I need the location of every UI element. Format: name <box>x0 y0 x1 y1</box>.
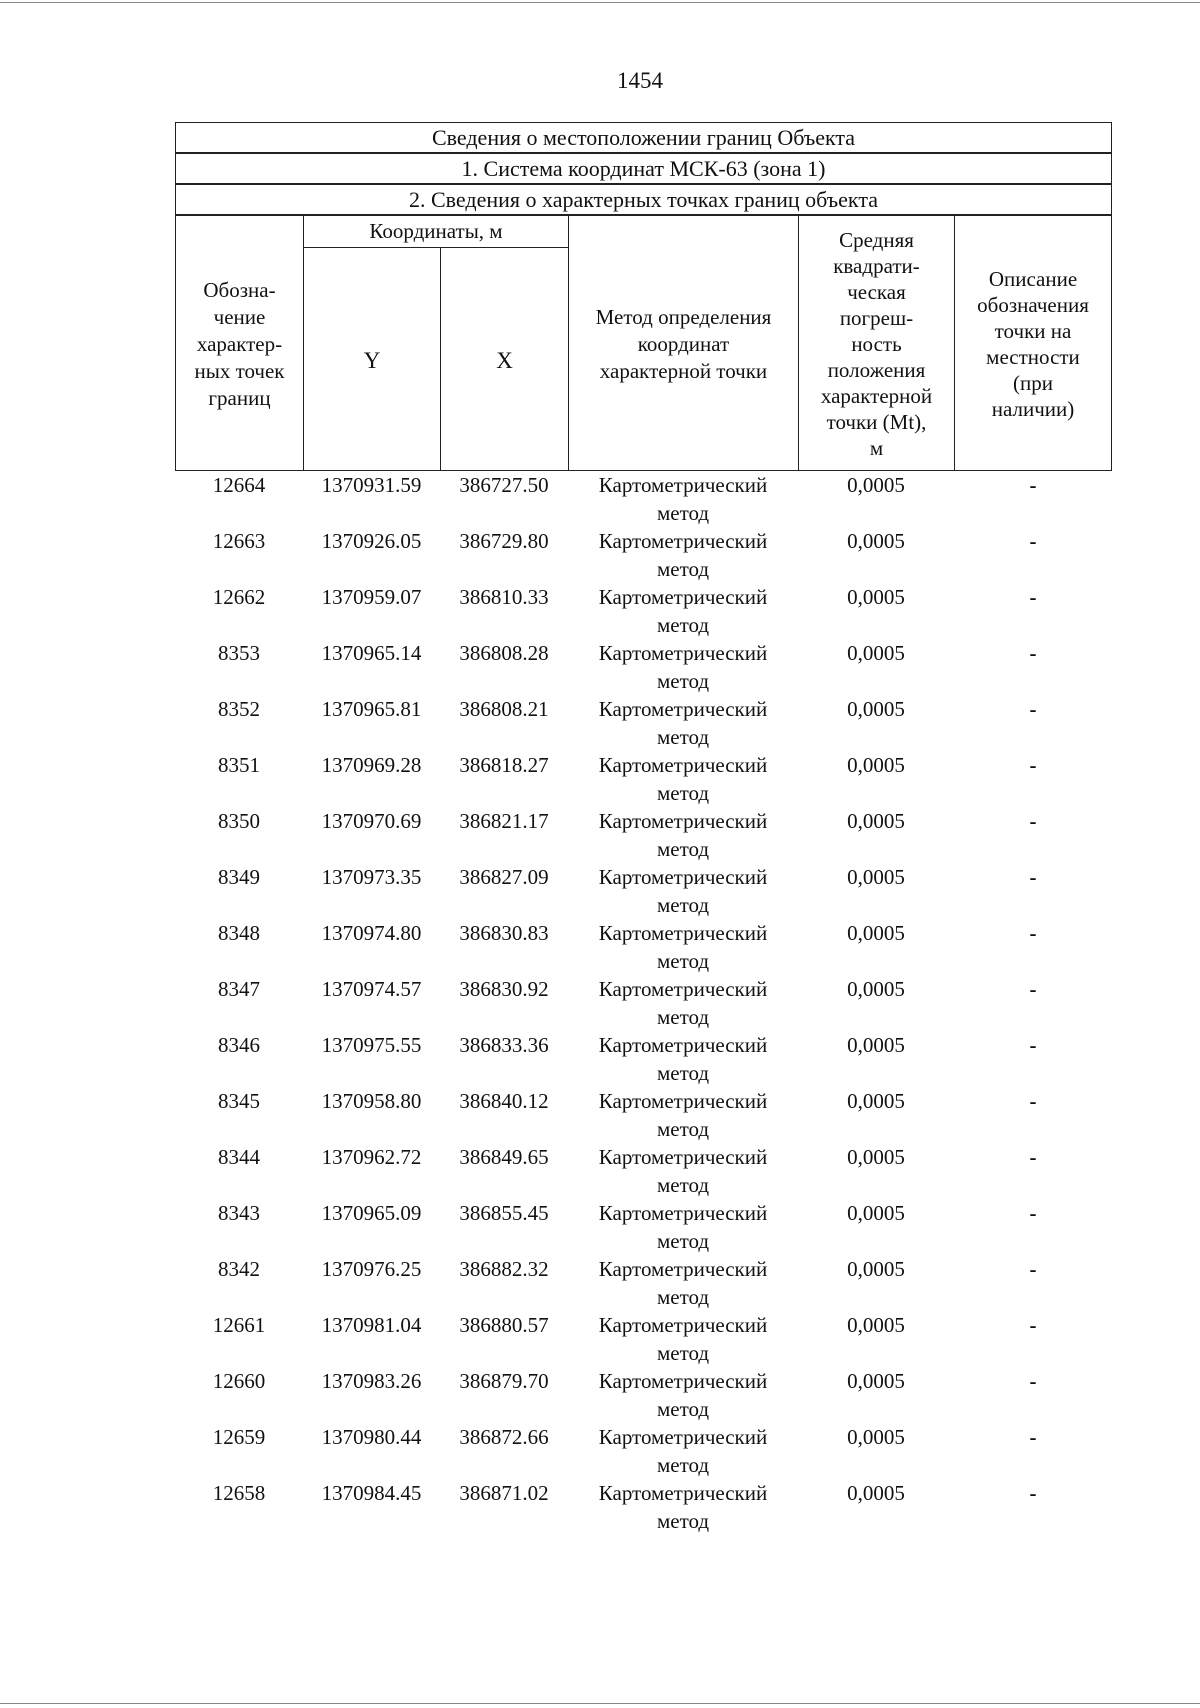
cell-method: Картометрический метод <box>598 809 768 861</box>
cell-method: Картометрический метод <box>598 1201 768 1253</box>
cell-mean-error: 0,0005 <box>847 1425 905 1449</box>
table-row <box>175 863 1112 919</box>
points-section-title: 2. Сведения о характерных точках границ объекта <box>175 184 1112 215</box>
cell-method: Картометрический метод <box>598 1033 768 1085</box>
cell-point-id: 8351 <box>218 753 260 777</box>
cell-method: Картометрический метод <box>598 1257 768 1309</box>
cell-description: - <box>1029 1033 1037 1057</box>
table-row <box>175 1031 1112 1087</box>
table-row <box>175 1199 1112 1255</box>
cell-point-id: 12658 <box>212 1481 266 1505</box>
cell-description: - <box>1029 809 1037 833</box>
cell-description: - <box>1029 529 1037 553</box>
cell-coord-x: 386821.17 <box>459 809 549 833</box>
table-row <box>175 471 1112 527</box>
cell-description: - <box>1029 1089 1037 1113</box>
cell-method: Картометрический метод <box>598 529 768 581</box>
cell-description: - <box>1029 1425 1037 1449</box>
cell-coord-x: 386880.57 <box>459 1313 549 1337</box>
cell-coord-y: 1370965.81 <box>321 697 422 721</box>
table-row <box>175 695 1112 751</box>
cell-coord-y: 1370931.59 <box>321 473 422 497</box>
cell-method: Картометрический метод <box>598 1313 768 1365</box>
table-row <box>175 527 1112 583</box>
cell-coord-x: 386830.92 <box>459 977 549 1001</box>
cell-coord-y: 1370981.04 <box>321 1313 422 1337</box>
table-row <box>175 1143 1112 1199</box>
cell-coord-x: 386855.45 <box>459 1201 549 1225</box>
cell-mean-error: 0,0005 <box>847 1481 905 1505</box>
cell-coord-y: 1370958.80 <box>321 1089 422 1113</box>
table-row <box>175 1311 1112 1367</box>
cell-description: - <box>1029 1369 1037 1393</box>
cell-description: - <box>1029 921 1037 945</box>
cell-mean-error: 0,0005 <box>847 641 905 665</box>
table-row <box>175 1367 1112 1423</box>
table-row <box>175 919 1112 975</box>
cell-description: - <box>1029 865 1037 889</box>
cell-coord-x: 386830.83 <box>459 921 549 945</box>
cell-mean-error: 0,0005 <box>847 753 905 777</box>
cell-mean-error: 0,0005 <box>847 921 905 945</box>
cell-point-id: 12664 <box>212 473 266 497</box>
cell-coord-x: 386872.66 <box>459 1425 549 1449</box>
cell-point-id: 12659 <box>212 1425 266 1449</box>
cell-description: - <box>1029 753 1037 777</box>
cell-point-id: 8347 <box>218 977 260 1001</box>
cell-coord-y: 1370973.35 <box>321 865 422 889</box>
cell-method: Картометрический метод <box>598 1369 768 1421</box>
cell-point-id: 8350 <box>218 809 260 833</box>
cell-coord-y: 1370984.45 <box>321 1481 422 1505</box>
cell-coord-x: 386849.65 <box>459 1145 549 1169</box>
table-row <box>175 639 1112 695</box>
cell-method: Картометрический метод <box>598 585 768 637</box>
cell-point-id: 12663 <box>212 529 266 553</box>
cell-coord-x: 386808.21 <box>459 697 549 721</box>
cell-point-id: 8349 <box>218 865 260 889</box>
coordinate-system-title: 1. Система координат МСК-63 (зона 1) <box>175 153 1112 184</box>
cell-coord-x: 386729.80 <box>459 529 549 553</box>
table-header <box>175 215 1112 471</box>
cell-point-id: 8348 <box>218 921 260 945</box>
cell-coord-y: 1370959.07 <box>321 585 422 609</box>
cell-method: Картометрический метод <box>598 865 768 917</box>
cell-mean-error: 0,0005 <box>847 1033 905 1057</box>
cell-point-id: 12660 <box>212 1369 266 1393</box>
table-title: Сведения о местоположении границ Объекта <box>175 122 1112 153</box>
cell-method: Картометрический метод <box>598 1425 768 1477</box>
scan-bottom-edge <box>0 1703 1200 1704</box>
cell-description: - <box>1029 1481 1037 1505</box>
header-x: X <box>496 347 513 373</box>
cell-method: Картометрический метод <box>598 641 768 693</box>
cell-coord-y: 1370962.72 <box>321 1145 422 1169</box>
cell-coord-x: 386808.28 <box>459 641 549 665</box>
scan-top-edge <box>0 2 1200 3</box>
cell-description: - <box>1029 473 1037 497</box>
cell-coord-x: 386827.09 <box>459 865 549 889</box>
cell-method: Картометрический метод <box>598 473 768 525</box>
cell-coord-x: 386882.32 <box>459 1257 549 1281</box>
cell-description: - <box>1029 1201 1037 1225</box>
table-row <box>175 807 1112 863</box>
cell-coord-x: 386818.27 <box>459 753 549 777</box>
table-row <box>175 1423 1112 1479</box>
cell-mean-error: 0,0005 <box>847 1145 905 1169</box>
cell-point-id: 8345 <box>218 1089 260 1113</box>
table-row <box>175 1479 1112 1535</box>
cell-coord-x: 386727.50 <box>459 473 549 497</box>
cell-point-id: 12662 <box>212 585 266 609</box>
cell-coord-y: 1370926.05 <box>321 529 422 553</box>
cell-point-id: 8346 <box>218 1033 260 1057</box>
cell-mean-error: 0,0005 <box>847 977 905 1001</box>
cell-mean-error: 0,0005 <box>847 1089 905 1113</box>
table-row <box>175 975 1112 1031</box>
cell-method: Картометрический метод <box>598 1145 768 1197</box>
cell-coord-y: 1370983.26 <box>321 1369 422 1393</box>
cell-description: - <box>1029 641 1037 665</box>
cell-coord-y: 1370965.14 <box>321 641 422 665</box>
cell-coord-y: 1370974.80 <box>321 921 422 945</box>
header-description: Описание обозначения точки на местности (при наличии) <box>977 267 1089 421</box>
cell-mean-error: 0,0005 <box>847 473 905 497</box>
cell-coord-y: 1370970.69 <box>321 809 422 833</box>
cell-method: Картометрический метод <box>598 697 768 749</box>
cell-mean-error: 0,0005 <box>847 1313 905 1337</box>
cell-coord-y: 1370965.09 <box>321 1201 422 1225</box>
cell-point-id: 12661 <box>212 1313 266 1337</box>
table-row <box>175 1255 1112 1311</box>
cell-coord-x: 386871.02 <box>459 1481 549 1505</box>
header-mean-error: Средняя квадрати- ческая погреш- ность положения характерной точки (Mt), м <box>820 228 933 460</box>
table-row <box>175 1087 1112 1143</box>
cell-description: - <box>1029 1257 1037 1281</box>
cell-method: Картометрический метод <box>598 753 768 805</box>
header-point-designation: Обозна- чение характер- ных точек границ <box>194 277 285 410</box>
table-row <box>175 583 1112 639</box>
cell-description: - <box>1029 585 1037 609</box>
cell-method: Картометрический метод <box>598 1089 768 1141</box>
cell-coord-y: 1370976.25 <box>321 1257 422 1281</box>
cell-method: Картометрический метод <box>598 977 768 1029</box>
page-number: 1454 <box>617 68 663 93</box>
cell-coord-y: 1370974.57 <box>321 977 422 1001</box>
cell-point-id: 8344 <box>218 1145 260 1169</box>
cell-coord-y: 1370975.55 <box>321 1033 422 1057</box>
table-row <box>175 751 1112 807</box>
cell-coord-y: 1370980.44 <box>321 1425 422 1449</box>
cell-mean-error: 0,0005 <box>847 585 905 609</box>
header-method: Метод определения координат характерной точки <box>595 304 772 383</box>
cell-point-id: 8353 <box>218 641 260 665</box>
cell-coord-x: 386810.33 <box>459 585 549 609</box>
cell-description: - <box>1029 697 1037 721</box>
cell-mean-error: 0,0005 <box>847 1201 905 1225</box>
header-y: Y <box>363 347 381 373</box>
cell-method: Картометрический метод <box>598 921 768 973</box>
cell-description: - <box>1029 1313 1037 1337</box>
cell-mean-error: 0,0005 <box>847 1257 905 1281</box>
cell-mean-error: 0,0005 <box>847 809 905 833</box>
cell-mean-error: 0,0005 <box>847 1369 905 1393</box>
points-table-body <box>175 471 1112 1535</box>
cell-mean-error: 0,0005 <box>847 865 905 889</box>
cell-method: Картометрический метод <box>598 1481 768 1533</box>
cell-coord-x: 386833.36 <box>459 1033 549 1057</box>
cell-coord-x: 386879.70 <box>459 1369 549 1393</box>
header-coordinates: Координаты, м <box>369 219 503 243</box>
cell-mean-error: 0,0005 <box>847 697 905 721</box>
cell-description: - <box>1029 1145 1037 1169</box>
cell-point-id: 8352 <box>218 697 260 721</box>
cell-point-id: 8342 <box>218 1257 260 1281</box>
cell-description: - <box>1029 977 1037 1001</box>
cell-coord-x: 386840.12 <box>459 1089 549 1113</box>
cell-coord-y: 1370969.28 <box>321 753 422 777</box>
cell-mean-error: 0,0005 <box>847 529 905 553</box>
cell-point-id: 8343 <box>218 1201 260 1225</box>
